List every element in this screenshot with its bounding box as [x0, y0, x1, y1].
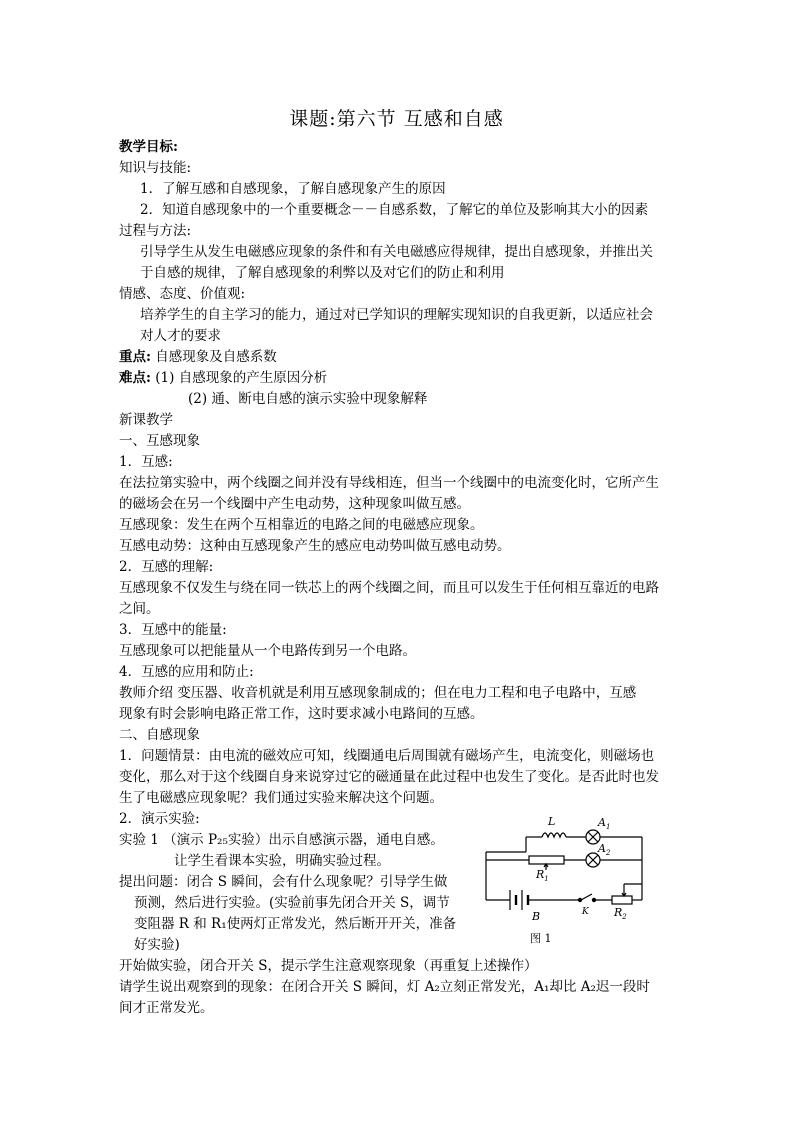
key-point-text: 自感现象及自感系数: [155, 349, 277, 365]
switch-k-icon: [581, 894, 592, 900]
paragraph-line: 互感现象不仅发生与绕在同一铁芯上的两个线圈之间，而且可以发生于任何相互靠近的电路: [119, 580, 659, 596]
section-self-induction-heading: 二、自感现象: [119, 727, 200, 743]
experiment-line: 实验 1 （演示 P₂₅实验）出示自感演示器，通电自感。: [119, 832, 444, 848]
paragraph-line: 现象有时会影响电路正常工作，这时要求减小电路间的互感。: [119, 706, 484, 722]
section-mutual-induction-heading: 一、互感现象: [119, 433, 200, 449]
inductor-label: L: [548, 815, 556, 828]
page-title: 课题:第六节 互感和自感: [289, 108, 504, 130]
difficulty-line-1: [119, 368, 327, 388]
objectives-heading: 教学目标:: [119, 139, 178, 155]
objectives-heading-line: [119, 137, 178, 157]
switch-label: K: [582, 907, 589, 917]
paragraph-line: 之间。: [119, 601, 160, 617]
demo-experiment-subheading: 2．演示实验:: [119, 811, 200, 827]
lamp-a1-label: $A_1$: [598, 816, 611, 831]
paragraph-line: 互感现象：发生在两个互相靠近的电路之间的电磁感应现象。: [119, 517, 484, 533]
mutual-induction-subheading: 1．互感:: [119, 454, 173, 470]
knowledge-skills-heading: 知识与技能:: [119, 160, 192, 176]
process-text-line-1: 引导学生从发生电磁感应现象的条件和有关电磁感应得规律，提出自感现象，并推出关: [140, 244, 653, 260]
paragraph-line: 生了电磁感应现象呢？我们通过实验来解决这个问题。: [119, 790, 443, 806]
circuit-diagram: [474, 812, 654, 944]
paragraph-line: 间才正常发光。: [119, 1000, 214, 1016]
key-point-line: [119, 347, 277, 367]
paragraph-line: 互感电动势：这种由互感现象产生的感应电动势叫做互感电动势。: [119, 538, 511, 554]
attitude-text-line-2: 对人才的要求: [140, 328, 221, 344]
difficulty-text-2: (2) 通、断电自感的演示实验中现象解释: [188, 391, 428, 407]
process-text-line-2: 于自感的规律，了解自感现象的利弊以及对它们的防止和利用: [140, 265, 505, 281]
figure-caption: 图 1: [530, 932, 552, 945]
process-method-heading: 过程与方法:: [119, 223, 192, 239]
paragraph-line: 1．问题情景：由电流的磁效应可知，线圈通电后周围就有磁场产生，电流变化，则磁场也: [119, 748, 655, 764]
attitude-text-line-1: 培养学生的自主学习的能力，通过对已学知识的理解实现知识的自我更新，以适应社会: [140, 307, 653, 323]
paragraph-line: 开始做实验，闭合开关 S，提示学生注意观察现象（再重复上述操作）: [119, 958, 538, 974]
mutual-application-subheading: 4．互感的应用和防止:: [119, 664, 254, 680]
mutual-understanding-subheading: 2．互感的理解:: [119, 559, 214, 575]
paragraph-line: 教师介绍 变压器、收音机就是利用互感现象制成的；但在电力工程和电子电路中，互感: [119, 685, 637, 701]
paragraph-line: 在法拉第实验中，两个线圈之间并没有导线相连，但当一个线圈中的电流变化时，它所产生: [119, 475, 659, 491]
experiment-line: 预测，然后进行实验。(实验前事先闭合开关 S，调节: [134, 895, 450, 911]
objective-item-1: 1．了解互感和自感现象，了解自感现象产生的原因: [140, 181, 446, 197]
rheostat-r1-label: $R_1$: [536, 868, 549, 883]
difficulty-text-1: (1) 自感现象的产生原因分析: [155, 370, 328, 386]
inductor-coil: [542, 833, 566, 837]
attitude-heading: 情感、态度、价值观:: [119, 286, 246, 302]
difficulty-label: 难点:: [119, 370, 151, 386]
rheostat-r1-icon: [529, 856, 564, 864]
paragraph-line: 请学生说出观察到的现象：在闭合开关 S 瞬间，灯 A₂立刻正常发光，A₁却比 A₂迟一段时: [119, 979, 650, 995]
rheostat-r2-label: $R_2$: [614, 906, 627, 921]
battery-label: B: [532, 910, 541, 923]
paragraph-line: 的磁场会在另一个线圈中产生电动势，这种现象叫做互感。: [119, 496, 470, 512]
experiment-line: 好实验): [134, 937, 180, 953]
paragraph-line: 变化，那么对于这个线圈自身来说穿过它的磁通量在此过程中也发生了变化。是否此时也发: [119, 769, 659, 785]
paragraph-line: 互感现象可以把能量从一个电路传到另一个电路。: [119, 643, 416, 659]
experiment-line: 提出问题：闭合 S 瞬间，会有什么现象呢？引导学生做: [119, 874, 448, 890]
experiment-line: 让学生看课本实验，明确实验过程。: [174, 853, 390, 869]
experiment-line: 变阻器 R 和 R₁使两灯正常发光，然后断开开关，准备: [134, 916, 457, 932]
new-lesson-heading: 新课教学: [119, 412, 173, 428]
rheostat-r2-icon: [612, 896, 632, 904]
mutual-energy-subheading: 3．互感中的能量:: [119, 622, 227, 638]
key-point-label: 重点:: [119, 349, 151, 365]
lamp-a2-label: $A_2$: [598, 842, 611, 857]
objective-item-2: 2．知道自感现象中的一个重要概念－－自感系数，了解它的单位及影响其大小的因素: [140, 202, 649, 218]
